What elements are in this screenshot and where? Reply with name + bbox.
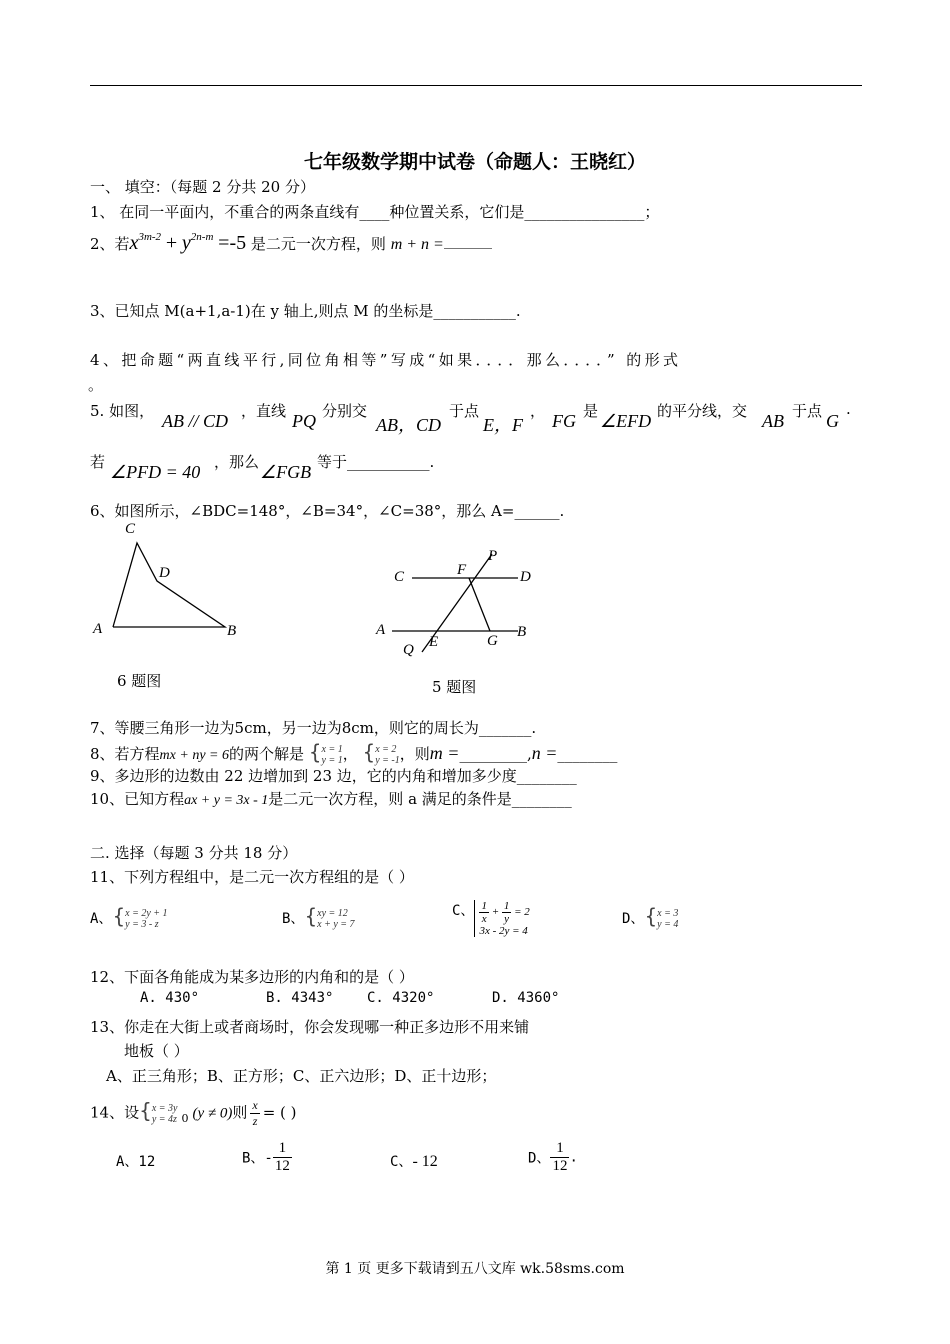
q8-prefix: 8、若方程 [90,745,160,763]
q12-option-b[interactable]: B. 4343° [266,990,334,1006]
q14-condition: (y ≠ 0) [192,1105,233,1122]
q12-option-a[interactable]: A. 430° [140,990,200,1006]
q8-system-2: x = 2 y = -1 [375,744,400,766]
q8-blank-n: ________ [557,745,618,763]
q5-g: G [826,411,839,431]
question-13-line2: 地板（ ） [124,1042,189,1060]
q5-p1: 5. 如图， [90,402,155,420]
q5-r5: 等于___________. [317,453,435,471]
question-8 [90,740,617,766]
q14-zero: 0 [181,1111,189,1125]
question-3: 3、已知点 M(a+1,a-1)在 y 轴上,则点 M 的坐标是___________. [90,302,521,320]
question-13-line1: 13、你走在大街上或者商场时，你会发现哪一种正多边形不用来铺 [90,1018,530,1036]
q10-equation: ax + y = 3x - 1 [184,793,269,808]
q5-angle-pfd: ∠PFD = 40 [110,462,201,482]
q2-rhs: =-5 [218,232,247,254]
page-footer: 第 1 页 更多下载请到五八文库 wk.58sms.com [325,1261,625,1277]
q8-system-1: x = 1 y = 1 [321,744,343,766]
q10-prefix: 10、已知方程 [90,790,185,808]
question-13-options: A、正三角形；B、正方形；C、正六边形；D、正十边形； [106,1067,497,1085]
q2-blank [444,248,492,249]
fig6-shape [113,543,225,627]
q5-ab-cd: AB，CD [376,415,441,435]
q14-system: x = 3y y = 4z [151,1102,178,1125]
q5-pq: PQ [292,411,316,431]
question-12: 12、下面各角能成为某多边形的内角和的是（ ） [90,968,414,986]
q8-equation: mx + ny = 6 [159,748,229,763]
q5-p8: 于点 [792,402,823,420]
question-10 [90,788,572,809]
q2-exp1: 3m-2 [138,231,162,243]
question-14: 14、设{ x = 3y y = 4z $_0$ (y ≠ 0)则 $\frac{x}{z}$ = ( ) [90,1098,297,1128]
q2-expr: m + n = [390,236,444,253]
fig6-caption: 6 题图 [117,672,162,690]
q8-sep: , [526,745,532,763]
fig5-label-d: D [520,569,531,585]
q14-option-b[interactable]: B、- $\frac{1}{12}$ [242,1140,290,1174]
fig5-label-e: E [429,634,439,650]
question-7: 7、等腰三角形一边为5cm，另一边为8cm，则它的周长为_______. [90,719,537,737]
q14-option-c[interactable]: C、- 12 [390,1153,438,1170]
fig5-label-a: A [376,622,386,638]
q8-blank-m: _________ [459,745,527,763]
q8-n: n = [531,743,558,763]
q12-option-c[interactable]: C. 4320° [367,990,435,1006]
q12-option-d[interactable]: D. 4360° [492,990,560,1006]
fig5-label-q: Q [403,642,414,658]
fig6-label-b: B [227,623,237,639]
fig5-label-g: G [487,633,498,649]
question-11: 11、下列方程组中，是二元一次方程组的是（ ） [90,868,414,886]
q10-suffix: 是二元一次方程，则 a 满足的条件是________ [268,790,572,808]
q5-angle-fgb: ∠FGB [260,462,312,482]
q11-option-c[interactable]: C、 $\frac{1}{x}$ + $\frac{1}{y}$ = 2 3x - 2y = 4 [452,900,530,937]
fig5-label-p: P [488,548,498,564]
q14-tail: = ( ) [262,1103,297,1122]
q5-ab2: AB [762,411,784,431]
q2-y: y [181,232,191,254]
q14-option-a[interactable]: A、12 [116,1154,156,1170]
q5-p7: 的平分线，交 [657,402,748,420]
fig5-label-b: B [517,624,527,640]
question-4-line2: 。 [88,376,104,394]
q5-p6: 是 [583,402,599,420]
question-1: 1、 在同一平面内，不重合的两条直线有____种位置关系，它们是________________； [90,203,660,221]
q5-r3: ，那么 [214,453,260,471]
q2-plus: + [165,232,178,254]
top-rule [90,85,862,86]
q11-option-a[interactable]: A、{ x = 2y + 1 y = 3 - z [90,904,168,930]
q8-brace-1: { [308,740,322,764]
question-9: 9、多边形的边数由 22 边增加到 23 边，它的内角和增加多少度________ [90,767,577,785]
q2-suffix: 是二元一次方程，则 [250,235,386,253]
q2-exp2: 2n-m [190,231,214,243]
figure-5 [370,540,540,660]
q5-angle-efd: ∠EFD [600,411,652,431]
q8-comma: ， [342,745,358,763]
question-6: 6、如图所示，∠BDC=148°，∠B=34°，∠C=38°，那么 A=______. [90,502,565,520]
q14-fraction: $\frac{x}{z}$ [252,1098,258,1128]
q8-brace-2: { [362,740,376,764]
fig5-line-fg [469,578,490,631]
q5-fg: FG [552,411,576,431]
fig6-label-d: D [159,565,170,581]
q2-x: x [129,232,139,254]
q5-p2: ，直线 [241,402,287,420]
section1-header: 一、 填空：（每题 2 分共 20 分） [90,178,315,196]
q14-option-d[interactable]: D、 $\frac{1}{12}$ . [528,1140,578,1174]
question-2 [90,232,492,255]
page-title: 七年级数学期中试卷（命题人：王晓红） [303,151,646,173]
q2-prefix: 2、若 [90,235,130,253]
q8-m: m = [429,743,460,763]
q5-p9: . [846,400,851,418]
fig5-label-c: C [394,569,405,585]
q11-option-d[interactable]: D、{ x = 3 y = 4 [622,904,679,930]
q5-p3: 分别交 [322,402,368,420]
section2-header: 二. 选择（每题 3 分共 18 分） [90,844,298,862]
q5-p5: ， [530,402,546,420]
fig6-label-c: C [125,521,136,537]
q8-suffix: ，则 [399,745,430,763]
fig6-label-a: A [93,621,103,637]
q5-r1: 若 [90,453,106,471]
q5-p4: 于点 [449,402,480,420]
fig5-caption: 5 题图 [432,678,477,696]
q14-then: 则 [232,1103,248,1122]
q14-prefix: 14、设 [90,1103,140,1122]
q5-e-f: E，F [483,415,523,435]
q8-mid: 的两个解是 [228,745,304,763]
q11-option-b[interactable]: B、{ xy = 12 x + y = 7 [282,904,355,930]
fig5-label-f: F [457,562,467,578]
q5-ab-parallel-cd: AB // CD [162,411,228,431]
figure-6 [85,515,265,645]
question-4-line1: 4、把命题“两直线平行,同位角相等”写成“如果．．．．那么．．．．” 的形式 [90,351,682,369]
